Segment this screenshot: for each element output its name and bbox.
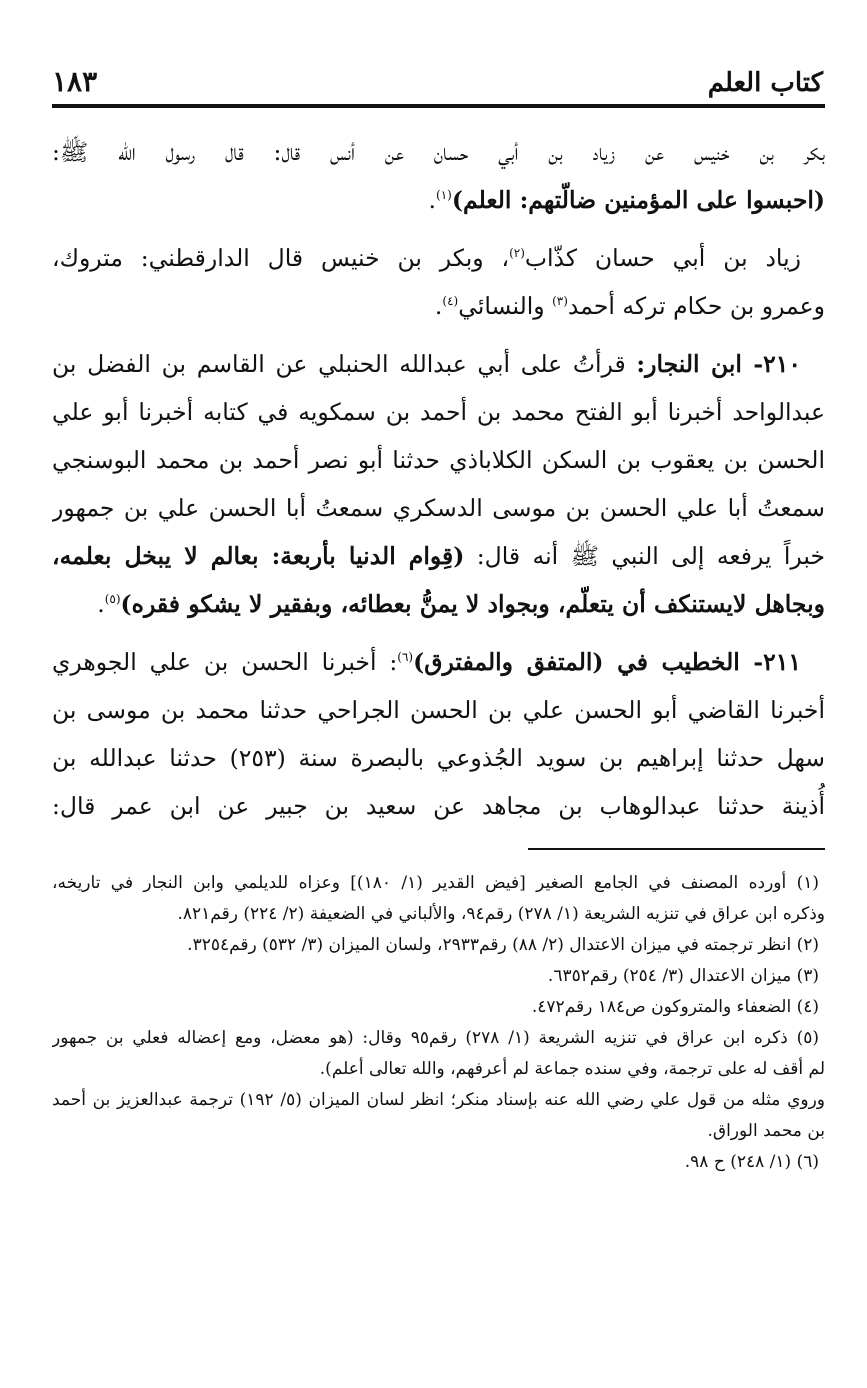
text-run: .: [428, 186, 436, 214]
page-number: ١٨٣: [52, 65, 98, 98]
paragraph-gap: [52, 330, 825, 340]
footnote-4: (٤) الضعفاء والمتروكون ص١٨٤ رقم٤٧٢.: [531, 997, 819, 1017]
text-line: [52, 282, 825, 330]
footnote-ref: (٦): [397, 650, 414, 665]
text-line: [52, 388, 825, 436]
text-run: : أخبرنا الحسن بن علي الجوهري: [52, 648, 398, 676]
text-line: [52, 686, 825, 734]
footnote-ref: (٥): [104, 592, 121, 607]
entry-source: ابن النجار:: [636, 350, 754, 378]
footnote-ref: (١): [436, 188, 452, 203]
footnote-5: (٥) ذكره ابن عراق في تنزيه الشريعة (١/ ٢٧٨) رقم٩٥ وقال: (هو معضل، ومع إعضاله فعلي بن جمهور: [52, 1028, 819, 1048]
text-run: زياد بن أبي حسان كذّاب: [524, 244, 801, 272]
main-text: [52, 128, 825, 830]
text-run: قرأتُ على أبي عبدالله الحنبلي عن القاسم بن الفضل بن: [52, 350, 637, 378]
page-header: [52, 48, 825, 96]
text-run: والنسائي: [458, 292, 553, 320]
footnote-3: (٣) ميزان الاعتدال (٣/ ٢٥٤) رقم٦٣٥٢.: [547, 966, 819, 986]
footnote-separator: [528, 848, 825, 850]
hadith-quote: وبجاهل لايستنكف أن يتعلّم، وبجواد لا يمنُّ بعطائه، وبفقير لا يشكو فقره): [120, 590, 825, 618]
text-run: بكر بن خنيس عن زياد بن أبي حسان عن أنس قال: قال رسول الله ﷺ:: [52, 138, 825, 166]
running-title: كتاب العلم: [707, 68, 823, 98]
text-line: [52, 234, 825, 282]
text-run: ، وبكر بن خنيس قال الدارقطني: متروك،: [52, 244, 510, 272]
text-run: أُذينة حدثنا عبدالوهاب بن مجاهد عن سعيد بن جبير عن ابن عمر قال:: [52, 792, 825, 820]
footnote-ref: (٢): [509, 246, 525, 261]
footnote-ref: (٣): [552, 294, 568, 309]
paragraph-gap: [52, 628, 825, 638]
footnote-5-continued: لم أقف له على ترجمة، وفي سنده جماعة لم أعرفهم، والله تعالى أعلم).: [319, 1059, 825, 1079]
footnote-1: (١) أورده المصنف في الجامع الصغير [فيض القدير (١/ ١٨٠)] وعزاه للديلمي وابن النجار في تاريخه،: [52, 873, 819, 893]
text-run: عبدالواحد أخبرنا أبو الفتح محمد بن أحمد بن سمكويه في كتابه أخبرنا أبو علي: [52, 398, 825, 426]
footnote-ref: (٤): [442, 294, 459, 309]
text-line: [52, 436, 825, 484]
text-line: [52, 734, 825, 782]
text-line: [52, 340, 825, 388]
footnote-5-continued: بن محمد الوراق.: [707, 1121, 825, 1141]
hadith-quote: (قِوام الدنيا بأربعة: بعالم لا يبخل بعلمه،: [52, 542, 465, 570]
footnote-6: (٦) (١/ ٢٤٨) ح ٩٨.: [684, 1152, 819, 1172]
text-line: [52, 782, 825, 830]
text-run: سهل حدثنا إبراهيم بن سويد الجُذوعي بالبصرة سنة (٢٥٣) حدثنا عبدالله بن: [52, 744, 825, 772]
paragraph-gap: [52, 224, 825, 234]
text-line: [52, 580, 825, 628]
footnote-1-continued: وذكره ابن عراق في تنزيه الشريعة (١/ ٢٧٨) رقم٩٤، والألباني في الضعيفة (٢/ ٢٢٤) رقم٨٢١.: [177, 904, 825, 924]
text-run: أخبرنا القاضي أبو الحسن علي بن الحسن الجراحي حدثنا محمد بن موسى بن: [52, 696, 825, 724]
book-page: [52, 48, 825, 1368]
text-line: [52, 638, 825, 686]
text-line: [52, 484, 825, 532]
text-line: [52, 176, 825, 224]
hadith-quote: (احبسوا على المؤمنين ضالّتهم: العلم): [451, 186, 825, 214]
entry-number: ٢١١-: [753, 648, 801, 676]
entry-source: الخطيب في (المتفق والمفترق): [413, 648, 754, 676]
text-run: الحسن بن يعقوب بن السكن الكلاباذي حدثنا أبو نصر أحمد بن محمد البوسنجي: [52, 446, 825, 474]
footnote-2: (٢) انظر ترجمته في ميزان الاعتدال (٢/ ٨٨) رقم٢٩٣٣، ولسان الميزان (٣/ ٥٣٢) رقم٣٢٥٤.: [187, 935, 819, 955]
text-line: [52, 532, 825, 580]
entry-number: ٢١٠-: [753, 350, 801, 378]
text-run: .: [97, 590, 105, 618]
footnotes: [52, 868, 825, 1178]
text-run: وعمرو بن حكام تركه أحمد: [567, 292, 825, 320]
text-run: سمعتُ أبا علي الحسن بن موسى الدسكري سمعتُ أبا الحسن علي بن جمهور: [52, 494, 825, 522]
footnote-5-continued: وروي مثله من قول علي رضي الله عنه بإسناد منكر؛ انظر لسان الميزان (٥/ ١٩٢) ترجمة عبدالعزيز بن أحمد: [52, 1090, 825, 1110]
text-run: خبراً يرفعه إلى النبي ﷺ أنه قال:: [464, 542, 825, 570]
text-line: [52, 128, 825, 176]
text-run: .: [434, 292, 443, 320]
header-rule: [52, 104, 825, 108]
